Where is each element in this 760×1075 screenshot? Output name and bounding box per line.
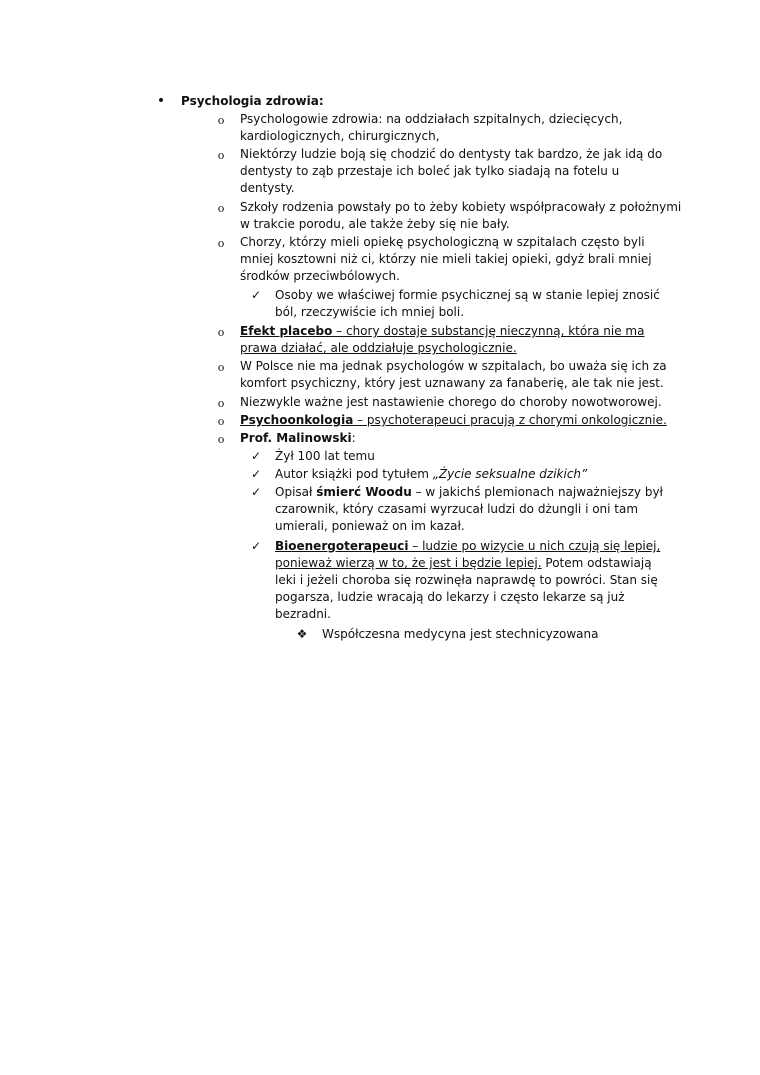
sub-item-line [275,538,660,555]
circle-bullet-icon: o [217,202,225,215]
colon-text: : [351,431,356,445]
list-item-line [240,323,644,340]
list-item-line: Psychologowie zdrowia: na oddziałach szpitalnych, dziecięcych, [240,112,623,126]
sub-item-text: Opisał [275,485,317,499]
sub-item-line: Osoby we właściwej formie psychicznej są w stanie lepiej znosić [275,288,660,302]
list-item-line: prawa działać, ale oddziałuje psychologicznie. [240,341,517,355]
section-heading: Psychologia zdrowia: [181,94,324,108]
definition-text: – psychoterapeuci pracują z chorymi onkologicznie. [353,413,667,427]
list-item-line: mniej kosztowni niż ci, którzy nie mieli takiej opieki, gdyż brali mniej [240,252,652,266]
list-item-line: dentysty. [240,181,295,195]
sub-item-line: ból, rzeczywiście ich mniej boli. [275,305,465,319]
list-item-line: dentysty to ząb przestaje ich boleć jak tylko siadają na fotelu u [240,164,620,178]
list-item-line: kardiologicznych, chirurgicznych, [240,129,440,143]
sub-sub-item-line: Współczesna medycyna jest stechnicyzowana [322,627,599,641]
bullet-icon: • [156,93,166,109]
circle-bullet-icon: o [217,433,225,446]
checkmark-icon: ✓ [250,467,262,481]
list-item-line: w trakcie porodu, ale także żeby się nie bały. [240,217,510,231]
list-item-line: środków przeciwbólowych. [240,269,400,283]
checkmark-icon: ✓ [250,539,262,553]
sub-item-line: Żył 100 lat temu [275,449,375,463]
list-item-line: W Polsce nie ma jednak psychologów w szpitalach, bo uważa się ich za [240,359,667,373]
checkmark-icon: ✓ [250,449,262,463]
circle-bullet-icon: o [217,114,225,127]
circle-bullet-icon: o [217,326,225,339]
sub-item-line: bezradni. [275,607,331,621]
circle-bullet-icon: o [217,361,225,374]
term-psychoonkologia: Psychoonkologia [240,413,354,427]
sub-item-line [275,466,587,483]
checkmark-icon: ✓ [250,288,262,302]
list-item-line [240,430,356,447]
sub-item-text: ponieważ wierzą w to, że jest i będzie lepiej. [275,556,542,570]
list-item-line: Niezwykle ważne jest nastawienie chorego do choroby nowotworowej. [240,395,662,409]
checkmark-icon: ✓ [250,485,262,499]
diamond-bullet-icon: ❖ [296,627,308,641]
list-item-line: komfort psychiczny, który jest uznawany za fanaberię, ale tak nie jest. [240,376,664,390]
sub-item-text: – ludzie po wizycie u nich czują się lepiej, [408,539,661,553]
sub-item-line: czarownik, który czasami wyrzucał ludzi do dżungli i oni tam [275,502,639,516]
sub-item-text: Autor książki pod tytułem [275,467,433,481]
term-efekt-placebo: Efekt placebo [240,324,333,338]
circle-bullet-icon: o [217,415,225,428]
sub-item-line: umierali, ponieważ on im kazał. [275,519,465,533]
list-item-line [240,412,667,429]
circle-bullet-icon: o [217,149,225,162]
circle-bullet-icon: o [217,397,225,410]
sub-item-line [275,484,663,501]
sub-item-text: Potem odstawiają [541,556,652,570]
term-bioenergoterapeuci: Bioenergoterapeuci [275,539,409,553]
definition-text: – chory dostaje substancję nieczynną, która nie ma [332,324,645,338]
sub-item-line [275,555,652,572]
list-item-line: Szkoły rodzenia powstały po to żeby kobiety współpracowały z położnymi [240,200,682,214]
term-smierc-woodu: śmierć Woodu [316,485,412,499]
sub-item-text: – w jakichś plemionach najważniejszy był [411,485,663,499]
term-prof-malinowski: Prof. Malinowski [240,431,352,445]
book-title: „Życie seksualne dzikich” [432,467,588,481]
sub-item-line: pogarsza, ludzie wracają do lekarzy i często lekarze są już [275,590,625,604]
sub-item-line: leki i jeżeli choroba się rozwinęła naprawdę to powróci. Stan się [275,573,658,587]
list-item-line: Niektórzy ludzie boją się chodzić do dentysty tak bardzo, że jak idą do [240,147,663,161]
circle-bullet-icon: o [217,237,225,250]
list-item-line: Chorzy, którzy mieli opiekę psychologiczną w szpitalach często byli [240,235,645,249]
